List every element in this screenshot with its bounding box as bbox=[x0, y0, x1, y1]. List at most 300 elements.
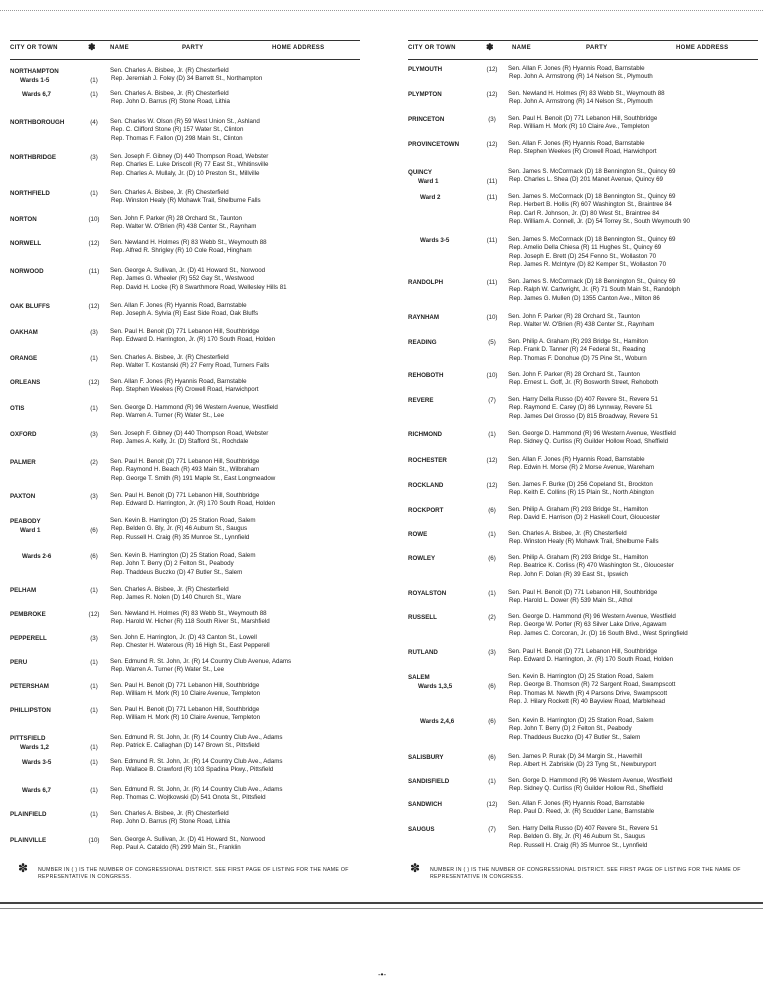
legislator-list bbox=[508, 613, 763, 638]
town-cell bbox=[408, 673, 480, 691]
representative-line: Rep. Walter W. O'Brien (R) 438 Center St., Raynham bbox=[111, 223, 257, 231]
district-number: (10) bbox=[486, 372, 498, 379]
legislator-list bbox=[110, 634, 370, 651]
town-name: RANDOLPH bbox=[408, 279, 444, 286]
town-name: PLAINFIELD bbox=[10, 811, 47, 818]
district-number: (1) bbox=[488, 431, 496, 438]
ward-label: Wards 3-5 bbox=[22, 759, 52, 766]
town-name: PRINCETON bbox=[408, 116, 445, 123]
header-name: NAME bbox=[512, 45, 531, 51]
town-cell bbox=[10, 610, 82, 619]
town-name: OXFORD bbox=[10, 431, 37, 438]
legislator-list bbox=[110, 189, 370, 206]
district-number: (11) bbox=[486, 237, 498, 244]
district-number: (4) bbox=[90, 119, 98, 126]
senator-line: Sen. Kevin B. Harrington (D) 25 Station Road, Salem bbox=[508, 717, 654, 724]
header-address: HOME ADDRESS bbox=[272, 45, 325, 51]
representative-line: Rep. James G. Wheeler (R) 552 Gay St., Westwood bbox=[111, 275, 254, 283]
senator-line: Sen. Charles A. Bisbee, Jr. (R) Chesterfield bbox=[508, 530, 627, 537]
senator-line: Sen. Joseph F. Gibney (D) 440 Thompson Road, Webster bbox=[110, 153, 269, 160]
district-number: (3) bbox=[90, 635, 98, 642]
ward-label: Wards 6,7 bbox=[22, 787, 52, 794]
district-number: (1) bbox=[90, 759, 98, 766]
senator-line: Sen. James S. McCormack (D) 18 Bennington St., Quincy 69 bbox=[508, 168, 676, 175]
legislator-list bbox=[508, 481, 763, 498]
legislator-list bbox=[508, 140, 763, 157]
senator-line: Sen. Paul H. Benoit (D) 771 Lebanon Hill, Southbridge bbox=[110, 328, 260, 335]
district-number: (12) bbox=[88, 379, 100, 386]
legislator-list bbox=[110, 458, 370, 483]
legislator-list bbox=[110, 810, 370, 827]
senator-line: Sen. Charles A. Bisbee, Jr. (R) Chesterfield bbox=[110, 67, 229, 74]
town-cell bbox=[10, 552, 82, 561]
district-number: (1) bbox=[90, 587, 98, 594]
district-number: (1) bbox=[488, 778, 496, 785]
legislator-list bbox=[508, 554, 763, 579]
town-cell bbox=[408, 648, 480, 657]
town-cell bbox=[408, 554, 480, 563]
legislator-list bbox=[110, 552, 370, 577]
town-cell bbox=[10, 153, 82, 162]
representative-line: Rep. Harold W. Hicher (R) 118 South River St., Marshfield bbox=[111, 618, 270, 626]
senator-line: Sen. Philip A. Graham (R) 293 Bridge St., Hamilton bbox=[508, 506, 648, 513]
representative-line: Rep. Winston Healy (R) Mohawk Trail, Shelburne Falls bbox=[509, 538, 659, 546]
town-cell bbox=[408, 800, 480, 809]
senator-line: Sen. Newland H. Holmes (R) 83 Webb St., Weymouth 88 bbox=[508, 90, 665, 97]
ward-label: Wards 3-5 bbox=[420, 237, 450, 244]
town-name: PELHAM bbox=[10, 587, 37, 594]
representative-line: Rep. Walter T. Kostanski (R) 27 Ferry Road, Turners Falls bbox=[111, 362, 270, 370]
town-cell bbox=[408, 717, 480, 726]
town-cell bbox=[408, 506, 480, 515]
senator-line: Sen. Edmund R. St. John, Jr. (R) 14 Country Club Ave., Adams bbox=[110, 758, 283, 765]
representative-line: Rep. Sidney Q. Curtiss (R) Guilder Hollow Rd., Sheffield bbox=[509, 785, 663, 793]
legislator-list bbox=[110, 786, 370, 803]
senator-line: Sen. Paul H. Benoit (D) 771 Lebanon Hill, Southbridge bbox=[110, 706, 260, 713]
town-name: RUTLAND bbox=[408, 649, 438, 656]
representative-line: Rep. James Del Grosso (D) 815 Broadway, Revere 51 bbox=[509, 412, 658, 420]
representative-line: Rep. J. Hilary Rockett (R) 40 Bayview Road, Marblehead bbox=[509, 697, 666, 705]
district-number: (2) bbox=[488, 614, 496, 621]
district-number: (12) bbox=[486, 91, 498, 98]
town-name: OAKHAM bbox=[10, 329, 38, 336]
district-number: (11) bbox=[486, 194, 498, 201]
representative-line: Rep. Edward D. Harrington, Jr. (R) 170 South Road, Holden bbox=[111, 500, 276, 508]
representative-line: Rep. Harold L. Dower (R) 539 Main St., Athol bbox=[509, 597, 633, 605]
right-column-header bbox=[408, 40, 758, 60]
top-dotted-edge bbox=[0, 0, 763, 11]
senator-line: Sen. Charles A. Bisbee, Jr. (R) Chesterfield bbox=[110, 189, 229, 196]
representative-line: Rep. John D. Barrus (R) Stone Road, Lithia bbox=[111, 818, 230, 826]
senator-line: Sen. Harry Della Russo (D) 407 Revere St., Revere 51 bbox=[508, 396, 658, 403]
district-number: (6) bbox=[90, 553, 98, 560]
legislator-list bbox=[110, 215, 370, 232]
town-cell bbox=[10, 586, 82, 595]
legislator-list bbox=[508, 530, 763, 547]
senator-line: Sen. Paul H. Benoit (D) 771 Lebanon Hill, Southbridge bbox=[508, 589, 658, 596]
representative-line: Rep. Thaddeus Buczko (D) 47 Butler St., Salem bbox=[111, 568, 243, 576]
senator-line: Sen. Kevin B. Harrington (D) 25 Station Road, Salem bbox=[110, 552, 256, 559]
legislator-list bbox=[110, 430, 370, 447]
town-name: RAYNHAM bbox=[408, 314, 440, 321]
town-cell bbox=[10, 90, 82, 99]
district-number: (6) bbox=[488, 683, 496, 690]
senator-line: Sen. Allan F. Jones (R) Hyannis Road, Barnstable bbox=[508, 65, 645, 72]
district-number: (6) bbox=[488, 507, 496, 514]
legislator-list bbox=[508, 278, 763, 303]
town-name: PLAINVILLE bbox=[10, 837, 47, 844]
representative-line: Rep. David H. Locke (R) 8 Swarthmore Road, Wellesley Hills 81 bbox=[111, 283, 287, 291]
legislator-list bbox=[508, 430, 763, 447]
town-name: NORWOOD bbox=[10, 268, 44, 275]
representative-line: Rep. Joseph E. Brett (D) 254 Fenno St., Wollaston 70 bbox=[509, 252, 657, 260]
representative-line: Rep. Edward D. Harrington, Jr. (R) 170 South Road, Holden bbox=[111, 336, 276, 344]
district-number: (1) bbox=[90, 707, 98, 714]
header-asterisk-icon: ✽ bbox=[88, 42, 96, 52]
district-number: (12) bbox=[486, 66, 498, 73]
town-cell bbox=[10, 517, 82, 535]
district-number: (2) bbox=[90, 459, 98, 466]
senator-line: Sen. Paul H. Benoit (D) 771 Lebanon Hill, Southbridge bbox=[110, 682, 260, 689]
legislator-list bbox=[110, 517, 370, 542]
representative-line: Rep. Belden G. Bly, Jr. (R) 46 Auburn St., Saugus bbox=[509, 833, 646, 841]
header-city: CITY OR TOWN bbox=[10, 45, 58, 51]
district-number: (1) bbox=[90, 190, 98, 197]
representative-line: Rep. Herbert B. Hollis (R) 607 Washington St., Braintree 84 bbox=[509, 201, 672, 209]
town-name: PEMBROKE bbox=[10, 611, 46, 618]
footnote-text: NUMBER IN ( ) IS THE NUMBER OF CONGRESSIONAL DISTRICT. SEE FIRST PAGE OF LISTING FOR THE NAME OF REPRESENTATIVE IN CONGRESS. bbox=[38, 867, 349, 880]
legislator-list bbox=[110, 610, 370, 627]
district-number: (12) bbox=[486, 141, 498, 148]
district-number: (10) bbox=[486, 314, 498, 321]
town-name: SALISBURY bbox=[408, 754, 444, 761]
legislator-list bbox=[110, 239, 370, 256]
representative-line: Rep. Wallace B. Crawford (R) 103 Spadina Pkwy., Pittsfield bbox=[111, 766, 274, 774]
district-number: (11) bbox=[486, 279, 498, 286]
legislator-list bbox=[110, 354, 370, 371]
town-name: NORWELL bbox=[10, 240, 42, 247]
header-party: PARTY bbox=[586, 45, 608, 51]
senator-line: Sen. John F. Parker (R) 28 Orchard St., Taunton bbox=[508, 371, 640, 378]
town-cell bbox=[408, 193, 480, 202]
representative-line: Rep. Carl R. Johnson, Jr. (D) 80 West St., Braintree 84 bbox=[509, 209, 660, 217]
representative-line: Rep. Thomas M. Newth (R) 4 Parsons Drive, Swampscott bbox=[509, 689, 668, 697]
senator-line: Sen. Edmund R. St. John, Jr. (R) 14 Country Club Ave., Adams bbox=[110, 734, 283, 741]
town-cell bbox=[408, 481, 480, 490]
district-number: (1) bbox=[90, 811, 98, 818]
representative-line: Rep. Frank D. Tanner (R) 24 Federal St., Reading bbox=[509, 346, 646, 354]
representative-line: Rep. William H. Mork (R) 10 Claire Avenue, Templeton bbox=[111, 714, 261, 722]
representative-line: Rep. Thomas F. Donohue (D) 75 Pine St., Woburn bbox=[509, 354, 647, 362]
legislator-list bbox=[110, 658, 370, 675]
town-name: PHILLIPSTON bbox=[10, 707, 51, 714]
district-number: (12) bbox=[486, 457, 498, 464]
senator-line: Sen. Allan F. Jones (R) Hyannis Road, Barnstable bbox=[110, 378, 247, 385]
representative-line: Rep. Ralph W. Cartwright, Jr. (R) 71 South Main St., Randolph bbox=[509, 286, 680, 294]
representative-line: Rep. Ernest L. Goff, Jr. (R) Bosworth Street, Rehoboth bbox=[509, 379, 659, 387]
legislator-list bbox=[508, 396, 763, 421]
district-number: (12) bbox=[486, 801, 498, 808]
legislator-list bbox=[508, 825, 763, 850]
representative-line: Rep. James R. McIntyre (D) 82 Kemper St., Wollaston 70 bbox=[509, 260, 667, 268]
town-name: ORANGE bbox=[10, 355, 38, 362]
representative-line: Rep. Warren A. Turner (R) Water St., Lee bbox=[111, 412, 225, 420]
town-cell bbox=[408, 430, 480, 439]
senator-line: Sen. John E. Harrington, Jr. (D) 43 Canton St., Lowell bbox=[110, 634, 257, 641]
town-cell bbox=[10, 118, 82, 127]
representative-line: Rep. Charles L. Shea (D) 201 Manet Avenue, Quincy 69 bbox=[509, 176, 663, 184]
representative-line: Rep. John A. Armstrong (R) 14 Nelson St., Plymouth bbox=[509, 73, 653, 81]
district-number: (1) bbox=[488, 531, 496, 538]
town-cell bbox=[10, 354, 82, 363]
town-name: OTIS bbox=[10, 405, 25, 412]
town-name: SANDISFIELD bbox=[408, 778, 450, 785]
representative-line: Rep. James C. Corcoran, Jr. (D) 16 South Blvd., West Springfield bbox=[509, 629, 688, 637]
town-cell bbox=[10, 758, 82, 767]
ward-label: Ward 2 bbox=[420, 194, 441, 201]
senator-line: Sen. James S. McCormack (D) 18 Bennington St., Quincy 69 bbox=[508, 278, 676, 285]
town-cell bbox=[10, 706, 82, 715]
ward-label: Ward 1 bbox=[418, 178, 439, 185]
footnote-asterisk-icon: ✽ bbox=[18, 861, 29, 875]
district-number: (6) bbox=[90, 527, 98, 534]
district-number: (6) bbox=[488, 718, 496, 725]
representative-line: Rep. Raymond H. Beach (R) 493 Main St., Wilbraham bbox=[111, 466, 260, 474]
senator-line: Sen. George D. Hammond (R) 96 Western Avenue, Westfield bbox=[110, 404, 278, 411]
ward-label: Wards 2-6 bbox=[22, 553, 52, 560]
senator-line: Sen. Philip A. Graham (R) 293 Bridge St., Hamilton bbox=[508, 554, 648, 561]
district-number: (12) bbox=[486, 482, 498, 489]
representative-line: Rep. Amelio Della Chiesa (R) 11 Hughes St., Quincy 69 bbox=[509, 244, 662, 252]
town-cell bbox=[10, 302, 82, 311]
town-cell bbox=[10, 378, 82, 387]
representative-line: Rep. John D. Barrus (R) Stone Road, Lithia bbox=[111, 98, 230, 106]
header-asterisk-icon: ✽ bbox=[486, 42, 494, 52]
town-name: OAK BLUFFS bbox=[10, 303, 50, 310]
town-cell bbox=[10, 215, 82, 224]
senator-line: Sen. Newland H. Holmes (R) 83 Webb St., Weymouth 88 bbox=[110, 610, 267, 617]
senator-line: Sen. John F. Parker (R) 28 Orchard St., Taunton bbox=[110, 215, 242, 222]
representative-line: Rep. William H. Mork (R) 10 Claire Avenue, Templeton bbox=[111, 690, 261, 698]
town-cell bbox=[10, 682, 82, 691]
town-name: READING bbox=[408, 339, 437, 346]
town-cell bbox=[408, 613, 480, 622]
legislator-list bbox=[110, 682, 370, 699]
representative-line: Rep. Belden G. Bly, Jr. (R) 46 Auburn St., Saugus bbox=[111, 525, 248, 533]
senator-line: Sen. James S. McCormack (D) 18 Bennington St., Quincy 69 bbox=[508, 236, 676, 243]
senator-line: Sen. Newland H. Holmes (R) 83 Webb St., Weymouth 88 bbox=[110, 239, 267, 246]
senator-line: Sen. John F. Parker (R) 28 Orchard St., Taunton bbox=[508, 313, 640, 320]
legislator-list bbox=[508, 800, 763, 817]
town-cell bbox=[10, 634, 82, 643]
town-name: NORTHBOROUGH bbox=[10, 119, 65, 126]
town-name: ORLEANS bbox=[10, 379, 41, 386]
town-cell bbox=[408, 278, 480, 287]
legislator-list bbox=[508, 65, 763, 82]
district-number: (1) bbox=[90, 659, 98, 666]
legislator-list bbox=[508, 673, 763, 706]
representative-line: Rep. George T. Smith (R) 191 Maple St., East Longmeadow bbox=[111, 474, 276, 482]
town-cell bbox=[10, 810, 82, 819]
town-name: PROVINCETOWN bbox=[408, 141, 460, 148]
ward-label: Wards 6,7 bbox=[22, 91, 52, 98]
town-name: PLYMPTON bbox=[408, 91, 442, 98]
town-cell bbox=[10, 836, 82, 845]
legislator-list bbox=[110, 267, 370, 292]
representative-line: Rep. Chester H. Waterous (R) 16 High St., East Pepperell bbox=[111, 642, 270, 650]
senator-line: Sen. Edmund R. St. John, Jr. (R) 14 Country Club Avenue, Adams bbox=[110, 658, 292, 665]
senator-line: Sen. James P. Rurak (D) 34 Margin St., Haverhill bbox=[508, 753, 642, 760]
senator-line: Sen. Edmund R. St. John, Jr. (R) 14 Country Club Ave., Adams bbox=[110, 786, 283, 793]
town-name: SANDWICH bbox=[408, 801, 443, 808]
town-name: ROCHESTER bbox=[408, 457, 447, 464]
town-name: NORTHAMPTON bbox=[10, 68, 59, 75]
town-cell bbox=[10, 404, 82, 413]
representative-line: Rep. Keith E. Collins (R) 15 Plain St., North Abington bbox=[509, 489, 654, 497]
representative-line: Rep. Edwin H. Morse (R) 2 Morse Avenue, Wareham bbox=[509, 464, 655, 472]
representative-line: Rep. William H. Mork (R) 10 Claire Ave., Templeton bbox=[509, 123, 650, 131]
representative-line: Rep. Paul D. Reed, Jr. (R) Scudder Lane, Barnstable bbox=[509, 808, 655, 816]
representative-line: Rep. Beatrice K. Corliss (R) 470 Washington St., Gloucester bbox=[509, 562, 674, 570]
senator-line: Sen. Charles A. Bisbee, Jr. (R) Chesterfield bbox=[110, 354, 229, 361]
town-cell bbox=[10, 786, 82, 795]
representative-line: Rep. Paul A. Cataldo (R) 299 Main St., Franklin bbox=[111, 844, 241, 852]
representative-line: Rep. Raymond E. Carey (D) 86 Lynnway, Revere 51 bbox=[509, 404, 653, 412]
town-cell bbox=[408, 825, 480, 834]
legislator-list bbox=[110, 758, 370, 775]
representative-line: Rep. Thomas F. Fallon (D) 298 Main St., Clinton bbox=[111, 134, 243, 142]
town-cell bbox=[408, 371, 480, 380]
representative-line: Rep. Stephen Weekes (R) Crowell Road, Harwichport bbox=[509, 148, 657, 156]
legislator-list bbox=[110, 328, 370, 345]
town-name: PITTSFIELD bbox=[10, 735, 46, 742]
legislator-list bbox=[508, 193, 763, 226]
legislator-list bbox=[508, 338, 763, 363]
representative-line: Rep. Jeremiah J. Foley (D) 34 Barrett St., Northampton bbox=[111, 75, 263, 83]
town-name: RICHMOND bbox=[408, 431, 443, 438]
legislator-list bbox=[508, 168, 763, 185]
legislator-list bbox=[508, 506, 763, 523]
town-name: NORTHBRIDGE bbox=[10, 154, 57, 161]
representative-line: Rep. John T. Berry (D) 2 Felton St., Peabody bbox=[111, 560, 234, 568]
legislator-list bbox=[508, 236, 763, 269]
town-name: ROWE bbox=[408, 531, 428, 538]
legislator-list bbox=[110, 118, 370, 143]
legislator-list bbox=[508, 115, 763, 132]
district-number: (3) bbox=[488, 116, 496, 123]
bottom-rule-thin bbox=[0, 908, 763, 909]
senator-line: Sen. Harry Della Russo (D) 407 Revere St., Revere 51 bbox=[508, 825, 658, 832]
district-number: (1) bbox=[90, 787, 98, 794]
legislator-list bbox=[508, 313, 763, 330]
town-cell bbox=[10, 328, 82, 337]
ward-label: Wards 1,2 bbox=[20, 744, 50, 751]
district-number: (6) bbox=[488, 754, 496, 761]
representative-line: Rep. James R. Nolen (D) 140 Church St., Ware bbox=[111, 594, 242, 602]
representative-line: Rep. Sidney Q. Curtiss (R) Guilder Hollow Road, Sheffield bbox=[509, 438, 669, 446]
ward-label: Wards 1,3,5 bbox=[418, 683, 453, 690]
representative-line: Rep. Stephen Weekes (R) Crowell Road, Harwichport bbox=[111, 386, 259, 394]
town-name: SALEM bbox=[408, 674, 430, 681]
town-cell bbox=[10, 189, 82, 198]
senator-line: Sen. Joseph F. Gibney (D) 440 Thompson Road, Webster bbox=[110, 430, 269, 437]
legislator-list bbox=[508, 371, 763, 388]
district-number: (7) bbox=[488, 826, 496, 833]
representative-line: Rep. John F. Dolan (R) 39 East St., Ipswich bbox=[509, 570, 628, 578]
town-cell bbox=[10, 658, 82, 667]
town-name: RUSSELL bbox=[408, 614, 437, 621]
town-name: PAXTON bbox=[10, 493, 36, 500]
town-cell bbox=[408, 777, 480, 786]
representative-line: Rep. James G. Mullen (D) 1355 Canton Ave., Milton 86 bbox=[509, 294, 660, 302]
district-number: (5) bbox=[488, 339, 496, 346]
district-number: (1) bbox=[90, 683, 98, 690]
legislator-list bbox=[508, 648, 763, 665]
representative-line: Rep. Charles A. Mullaly, Jr. (D) 10 Preston St., Millville bbox=[111, 169, 260, 177]
senator-line: Sen. Allan F. Jones (R) Hyannis Road, Barnstable bbox=[508, 800, 645, 807]
left-column-header bbox=[10, 40, 360, 60]
legislator-list bbox=[110, 492, 370, 509]
header-name: NAME bbox=[110, 45, 129, 51]
district-number: (10) bbox=[88, 216, 100, 223]
legislator-list bbox=[110, 734, 370, 751]
senator-line: Sen. Paul H. Benoit (D) 771 Lebanon Hill, Southbridge bbox=[110, 458, 260, 465]
legislator-list bbox=[110, 67, 370, 84]
legislator-list bbox=[110, 706, 370, 723]
bottom-rule bbox=[0, 902, 763, 904]
town-name: PETERSHAM bbox=[10, 683, 49, 690]
town-cell bbox=[408, 338, 480, 347]
senator-line: Sen. Allan F. Jones (R) Hyannis Road, Barnstable bbox=[508, 140, 645, 147]
legislator-list bbox=[508, 456, 763, 473]
district-number: (3) bbox=[90, 493, 98, 500]
district-number: (3) bbox=[90, 154, 98, 161]
town-name: PERU bbox=[10, 659, 28, 666]
ward-label: Wards 1-5 bbox=[20, 77, 50, 84]
representative-line: Rep. Winston Healy (R) Mohawk Trail, Shelburne Falls bbox=[111, 197, 261, 205]
town-name: ROCKLAND bbox=[408, 482, 444, 489]
town-cell bbox=[10, 67, 82, 85]
district-number: (12) bbox=[88, 611, 100, 618]
legislator-list bbox=[110, 586, 370, 603]
district-number: (3) bbox=[90, 431, 98, 438]
representative-line: Rep. Albert H. Zabriskie (D) 23 Tyng St., Newburyport bbox=[509, 761, 657, 769]
senator-line: Sen. Gorge D. Hammond (R) 96 Western Avenue, Westfield bbox=[508, 777, 673, 784]
senator-line: Sen. Kevin B. Harrington (D) 25 Station Road, Salem bbox=[508, 673, 654, 680]
senator-line: Sen. Kevin B. Harrington (D) 25 Station Road, Salem bbox=[110, 517, 256, 524]
town-name: QUINCY bbox=[408, 169, 433, 176]
town-cell bbox=[408, 396, 480, 405]
town-name: ROYALSTON bbox=[408, 590, 447, 597]
representative-line: Rep. Warren A. Turner (R) Water St., Lee bbox=[111, 666, 225, 674]
ward-label: Wards 2,4,6 bbox=[420, 718, 455, 725]
right-column bbox=[408, 40, 758, 849]
district-number: (12) bbox=[88, 240, 100, 247]
town-name: SAUGUS bbox=[408, 826, 435, 833]
town-cell bbox=[408, 753, 480, 762]
district-number: (11) bbox=[486, 178, 498, 185]
town-cell bbox=[408, 589, 480, 598]
senator-line: Sen. George D. Hammond (R) 96 Western Avenue, Westfield bbox=[508, 430, 676, 437]
district-number: (7) bbox=[488, 397, 496, 404]
town-cell bbox=[10, 458, 82, 467]
senator-line: Sen. James S. McCormack (D) 18 Bennington St., Quincy 69 bbox=[508, 193, 676, 200]
senator-line: Sen. Charles A. Bisbee, Jr. (R) Chesterfield bbox=[110, 90, 229, 97]
representative-line: Rep. Thaddeus Buczko (D) 47 Butler St., Salem bbox=[509, 733, 641, 741]
district-number: (3) bbox=[488, 649, 496, 656]
town-name: PLYMOUTH bbox=[408, 66, 443, 73]
town-name: PEPPERELL bbox=[10, 635, 47, 642]
